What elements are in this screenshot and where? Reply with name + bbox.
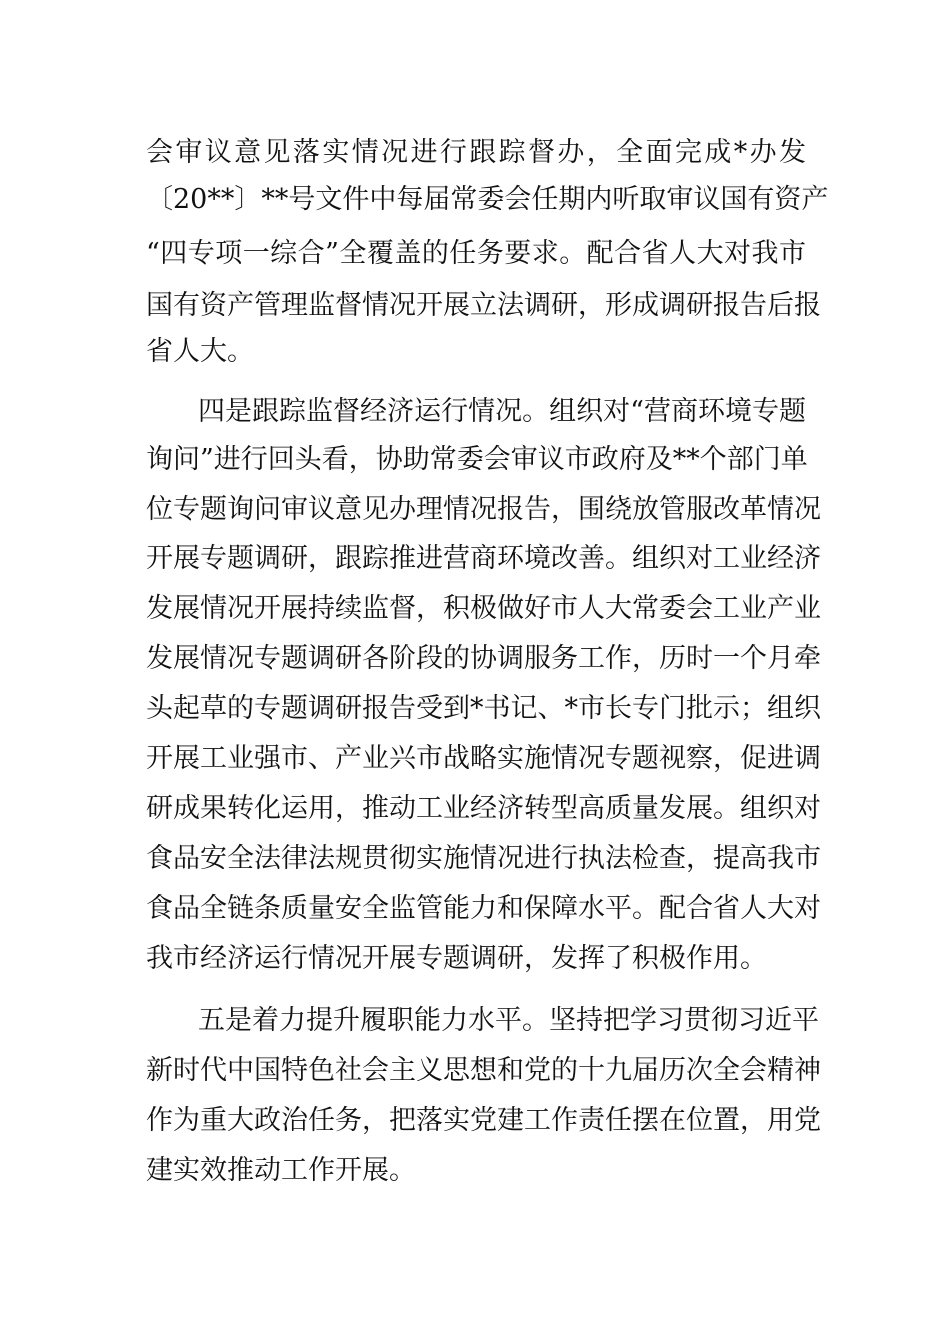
paragraph-heading-line: 五是着力提升履职能力水平。坚持把学习贯彻习近平: [198, 1005, 819, 1036]
text-line: 〔20**〕**号文件中每届常委会任期内听取审议国有资产: [146, 184, 829, 215]
text-line: 省人大。: [146, 336, 254, 367]
text-line: 食品全链条质量安全监管能力和保障水平。配合省人大对: [146, 893, 821, 924]
text-line: 研成果转化运用，推动工业经济转型高质量发展。组织对: [146, 793, 821, 824]
paragraph-heading-line: 四是跟踪监督经济运行情况。组织对“营商环境专题: [198, 396, 806, 427]
text-line: 国有资产管理监督情况开展立法调研，形成调研报告后报: [146, 290, 821, 321]
text-line: 位专题询问审议意见办理情况报告，围绕放管服改革情况: [146, 494, 821, 525]
text-line: 会审议意见落实情况进行跟踪督办，全面完成*办发: [146, 137, 806, 168]
text-line: 开展工业强市、产业兴市战略实施情况专题视察，促进调: [146, 743, 821, 774]
text-line: “四专项一综合”全覆盖的任务要求。配合省人大对我市: [146, 238, 806, 269]
text-line: 询问”进行回头看，协助常委会审议市政府及**个部门单: [146, 444, 808, 475]
text-line: 食品安全法律法规贯彻实施情况进行执法检查，提高我市: [146, 843, 821, 874]
text-line: 新时代中国特色社会主义思想和党的十九届历次全会精神: [146, 1055, 821, 1086]
text-line: 开展专题调研，跟踪推进营商环境改善。组织对工业经济: [146, 543, 821, 574]
text-line: 发展情况专题调研各阶段的协调服务工作，历时一个月牵: [146, 643, 821, 674]
text-line: 头起草的专题调研报告受到*书记、*市长专门批示；组织: [146, 693, 821, 724]
text-line: 发展情况开展持续监督，积极做好市人大常委会工业产业: [146, 593, 821, 624]
text-line: 建实效推动工作开展。: [146, 1155, 416, 1186]
text-line: 我市经济运行情况开展专题调研，发挥了积极作用。: [146, 943, 767, 974]
text-line: 作为重大政治任务，把落实党建工作责任摆在位置，用党: [146, 1105, 821, 1136]
